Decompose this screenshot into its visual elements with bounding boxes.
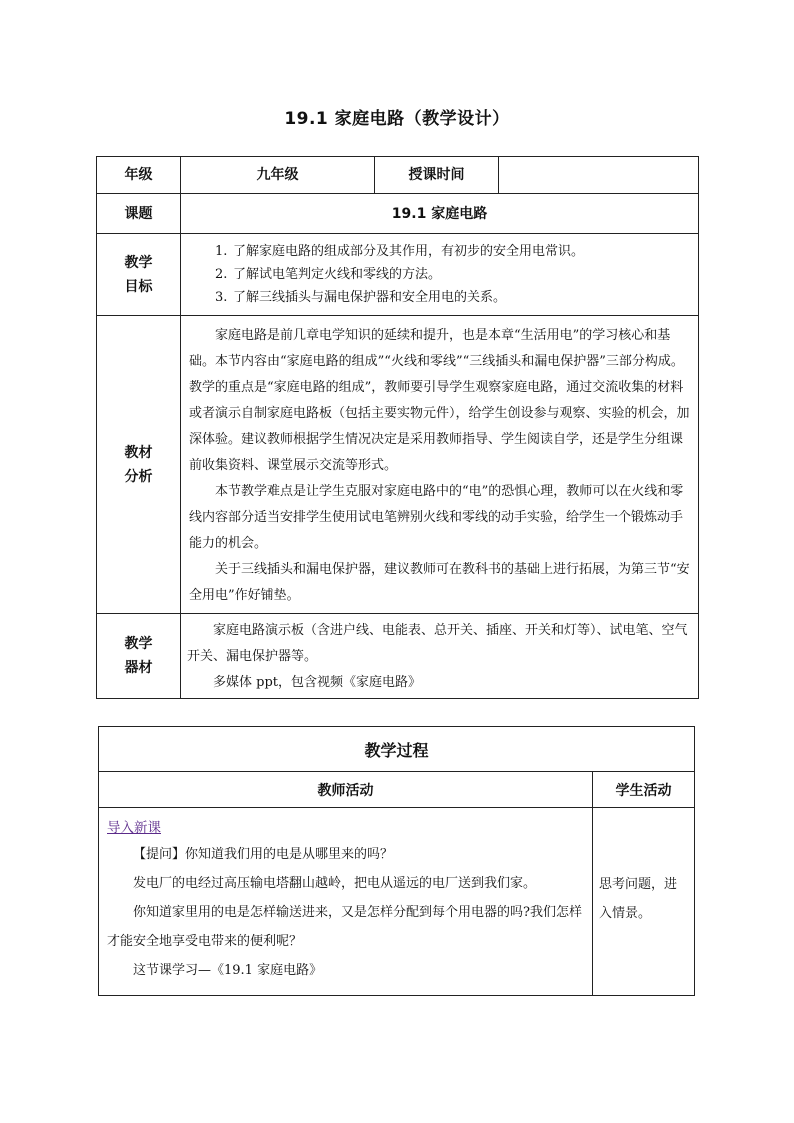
goals-cell xyxy=(181,234,699,316)
analysis-paragraph: 关于三线插头和漏电保护器，建议教师可在教科书的基础上进行拓展，为第三节“安全用电”作好铺垫。 xyxy=(189,561,690,603)
teacher-activity-cell xyxy=(99,808,593,996)
student-activity-text: 思考问题，进入情景。 xyxy=(599,877,678,921)
teacher-paragraph: 这节课学习—《19.1 家庭电路》 xyxy=(133,963,323,978)
analysis-cell xyxy=(181,316,699,614)
materials-paragraph: 家庭电路演示板（含进户线、电能表、总开关、插座、开关和灯等）、试电笔、空气开关、漏电保护器等。 xyxy=(187,623,688,664)
goal-item: 3. 了解三线插头与漏电保护器和安全用电的关系。 xyxy=(215,290,507,305)
materials-label-line1: 教学 xyxy=(124,636,153,652)
time-value xyxy=(499,157,699,194)
analysis-paragraph: 本节教学难点是让学生克服对家庭电路中的“电”的恐惧心理，教师可以在火线和零线内容部分适当安排学生使用试电笔辨别火线和零线的动手实验，给学生一个锻炼动手能力的机会。 xyxy=(189,483,684,551)
topic-value: 19.1 家庭电路 xyxy=(181,194,699,234)
student-activity-header: 学生活动 xyxy=(593,772,695,808)
teacher-paragraph: 【提问】你知道我们用的电是从哪里来的吗？ xyxy=(133,847,394,862)
time-label: 授课时间 xyxy=(375,157,499,194)
topic-label: 课题 xyxy=(97,194,181,234)
analysis-label-line2: 分析 xyxy=(124,468,153,485)
goal-item: 1. 了解家庭电路的组成部分及其作用，有初步的安全用电常识。 xyxy=(215,244,585,259)
page-title: 19.1 家庭电路（教学设计） xyxy=(284,109,510,129)
analysis-label xyxy=(97,316,181,614)
teacher-paragraph: 发电厂的电经过高压输电塔翻山越岭，把电从遥远的电厂送到我们家。 xyxy=(133,876,537,891)
student-activity-cell xyxy=(593,808,695,996)
goal-item: 2. 了解试电笔判定火线和零线的方法。 xyxy=(215,267,442,282)
grade-value: 九年级 xyxy=(181,157,375,194)
intro-section-link[interactable]: 导入新课 xyxy=(107,820,161,836)
teacher-paragraph: 你知道家里用的电是怎样输送进来，又是怎样分配到每个用电器的吗?我们怎样才能安全地享受电带来的便利呢？ xyxy=(107,905,582,949)
materials-label-line2: 器材 xyxy=(124,660,153,676)
process-title: 教学过程 xyxy=(99,727,695,772)
teaching-process-table xyxy=(98,726,695,996)
materials-paragraph: 多媒体 ppt，包含视频《家庭电路》 xyxy=(213,675,422,690)
goals-list xyxy=(181,234,698,315)
goals-label-line1: 教学 xyxy=(124,254,153,271)
materials-cell xyxy=(181,614,699,699)
teacher-activity-header: 教师活动 xyxy=(99,772,593,808)
grade-label: 年级 xyxy=(97,157,181,194)
materials-label xyxy=(97,614,181,699)
analysis-label-line1: 教材 xyxy=(124,444,153,461)
goals-label-line2: 目标 xyxy=(124,278,153,295)
lesson-info-table xyxy=(96,156,699,699)
analysis-paragraph: 家庭电路是前几章电学知识的延续和提升，也是本章“生活用电”的学习核心和基础。本节内容由“家庭电路的组成”“火线和零线”“三线插头和漏电保护器”三部分构成。教学的重点是“家庭电路的组成”，教师要引导学生观察家庭电路，通过交流收集的材料或者演示自制家庭电路板（包括主要实物元件），给学生创设参与观察、实验的机会，加深体验。建议教师根据学生情况决定是采用教师指导、学生阅读自学，还是学生分组课前收集资料、课堂展示交流等形式。 xyxy=(189,327,690,473)
goals-label xyxy=(97,234,181,316)
